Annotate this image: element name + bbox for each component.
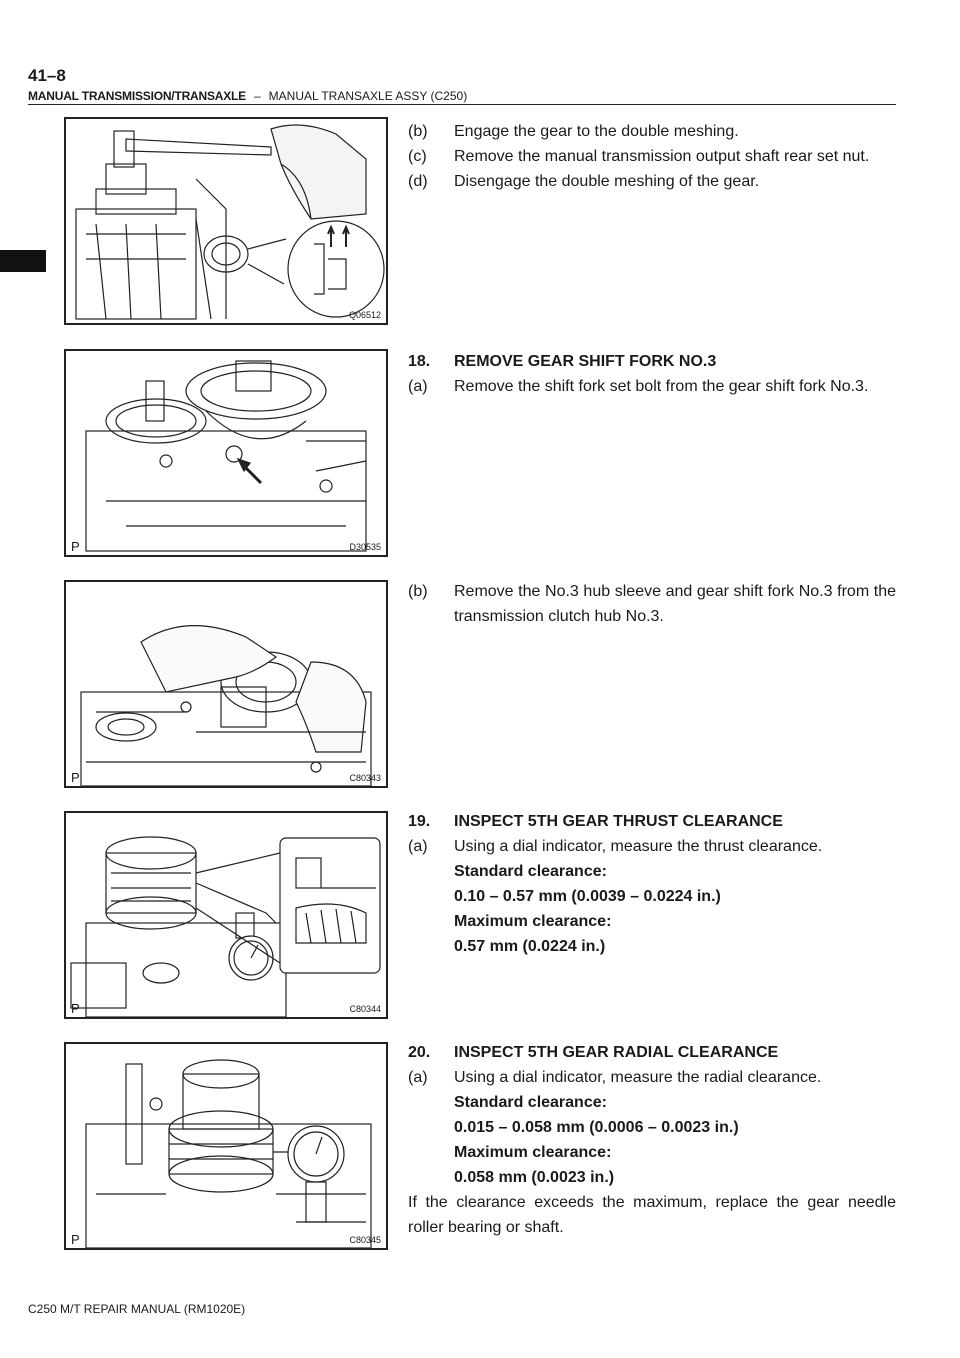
header-rule <box>28 104 896 105</box>
maximum-clearance-value: 0.058 mm (0.0023 in.) <box>454 1169 615 1186</box>
maximum-clearance-label: Maximum clearance: <box>454 913 612 930</box>
item-text: Remove the No.3 hub sleeve and gear shift fork No.3 from the transmission clutch hub No.3. <box>454 583 896 625</box>
step-heading <box>408 349 896 374</box>
step-item <box>408 144 896 169</box>
figure-p-mark: P <box>71 770 80 785</box>
header-separator: – <box>253 89 261 103</box>
illustration-thrust-clearance <box>66 813 386 1017</box>
maximum-clearance-value: 0.57 mm (0.0224 in.) <box>454 938 606 955</box>
item-label: (a) <box>408 1069 428 1086</box>
page-number: 41–8 <box>28 66 66 85</box>
figure-code: C80345 <box>349 1235 381 1245</box>
step-title: REMOVE GEAR SHIFT FORK NO.3 <box>454 353 717 370</box>
item-label: (c) <box>408 148 427 165</box>
section-tab <box>0 250 46 272</box>
running-header <box>28 89 467 103</box>
illustration-radial-clearance <box>66 1044 386 1248</box>
item-text: Engage the gear to the double meshing. <box>454 123 739 140</box>
item-text: Remove the shift fork set bolt from the gear shift fork No.3. <box>454 378 869 395</box>
step-heading <box>408 809 896 834</box>
step-19 <box>408 809 896 959</box>
step-18 <box>408 349 896 399</box>
step-18-b <box>408 579 896 629</box>
maximum-clearance-label: Maximum clearance: <box>454 1144 612 1161</box>
figure-d30535 <box>64 349 388 557</box>
standard-clearance-label: Standard clearance: <box>454 1094 607 1111</box>
item-label: (a) <box>408 378 428 395</box>
item-text: Remove the manual transmission output shaft rear set nut. <box>454 148 870 165</box>
standard-clearance-value: 0.015 – 0.058 mm (0.0006 – 0.0023 in.) <box>454 1119 739 1136</box>
figure-c80343 <box>64 580 388 788</box>
section-title: MANUAL TRANSMISSION/TRANSAXLE <box>28 89 246 103</box>
item-label: (a) <box>408 838 428 855</box>
subsection-title: MANUAL TRANSAXLE ASSY (C250) <box>268 89 468 103</box>
item-text: Using a dial indicator, measure the thrust clearance. <box>454 838 823 855</box>
step-item <box>408 374 896 399</box>
figure-c80345 <box>64 1042 388 1250</box>
figure-code: Q06512 <box>348 310 381 320</box>
step-number: 20. <box>408 1044 431 1061</box>
step-item <box>408 119 896 144</box>
step-20 <box>408 1040 896 1240</box>
illustration-shift-fork-bolt <box>66 351 386 555</box>
replacement-note: If the clearance exceeds the maximum, replace the gear needle roller bearing or shaft. <box>408 1194 896 1236</box>
step-heading <box>408 1040 896 1065</box>
figure-q06512 <box>64 117 388 325</box>
step-title: INSPECT 5TH GEAR THRUST CLEARANCE <box>454 813 783 830</box>
step-number: 19. <box>408 813 431 830</box>
step-item <box>408 1065 896 1090</box>
illustration-hub-sleeve-removal <box>66 582 386 786</box>
item-text: Disengage the double meshing of the gear. <box>454 173 760 190</box>
step-item <box>408 169 896 194</box>
standard-clearance-value: 0.10 – 0.57 mm (0.0039 – 0.0224 in.) <box>454 888 721 905</box>
figure-code: C80343 <box>349 773 381 783</box>
step-17-continued <box>408 119 896 194</box>
figure-code: D30535 <box>349 542 381 552</box>
step-item <box>408 579 896 629</box>
figure-p-mark: P <box>71 539 80 554</box>
figure-code: C80344 <box>349 1004 381 1014</box>
illustration-output-shaft-nut <box>66 119 386 323</box>
item-label: (d) <box>408 173 428 190</box>
step-item <box>408 834 896 859</box>
item-text: Using a dial indicator, measure the radial clearance. <box>454 1069 822 1086</box>
standard-clearance-label: Standard clearance: <box>454 863 607 880</box>
step-number: 18. <box>408 353 431 370</box>
manual-footer: C250 M/T REPAIR MANUAL (RM1020E) <box>28 1302 246 1316</box>
item-label: (b) <box>408 123 428 140</box>
step-title: INSPECT 5TH GEAR RADIAL CLEARANCE <box>454 1044 779 1061</box>
item-label: (b) <box>408 583 428 600</box>
figure-c80344 <box>64 811 388 1019</box>
figure-p-mark: P <box>71 1001 80 1016</box>
figure-p-mark: P <box>71 1232 80 1247</box>
